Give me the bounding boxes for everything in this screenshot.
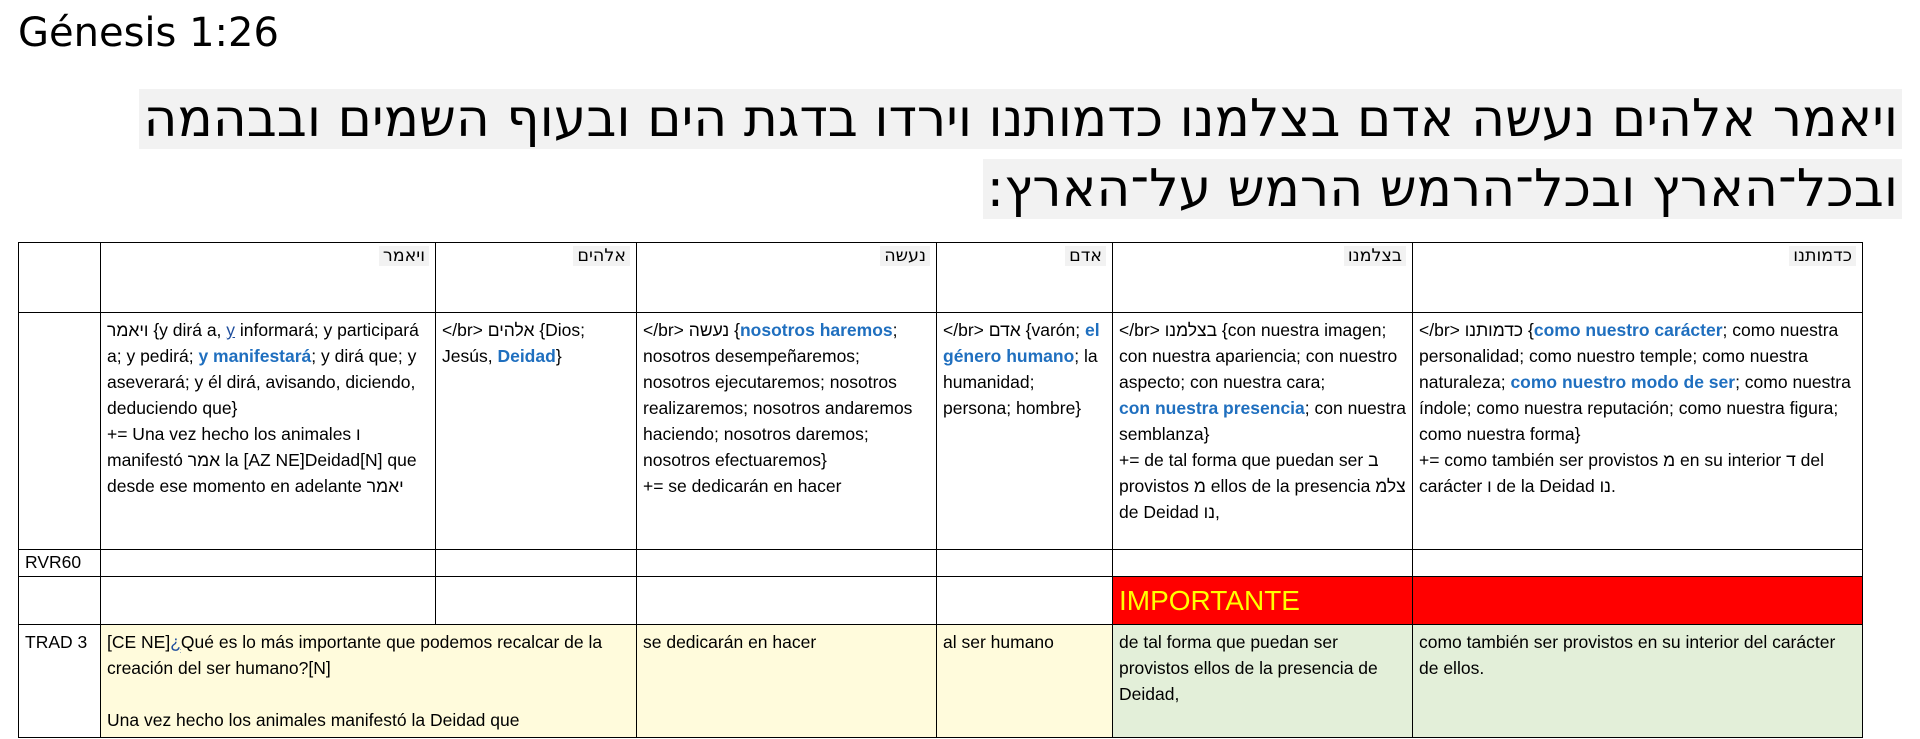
rvr60-cell-5 xyxy=(1113,550,1413,577)
header-empty-cell xyxy=(19,243,101,313)
trad3-cell-6: como también ser provistos en su interior del carácter de ellos. xyxy=(1413,625,1863,738)
header-word-2: אלהים xyxy=(436,243,637,313)
gloss-cell-4: </br> אדם {varón; el género humano; la humanidad; persona; hombre} xyxy=(937,313,1113,550)
gloss-row xyxy=(19,313,1863,550)
interlinear-table xyxy=(18,242,1863,738)
rvr60-label: RVR60 xyxy=(19,550,101,577)
rvr60-cell-4 xyxy=(937,550,1113,577)
page-title: Génesis 1:26 xyxy=(18,10,279,56)
rvr60-cell-1 xyxy=(101,550,436,577)
gloss-cell-1: ויאמר {y dirá a, y informará; y participará a; y pedirá; y manifestará; y dirá que; y aseverará; y él dirá, avisando, diciendo, deduciendo que} += Una vez hecho los animales ו manifestó אמר la [AZ NE]Deidad[N] que desde ese momento en adelante יאמר xyxy=(101,313,436,550)
important-fill xyxy=(1413,577,1863,625)
header-word-6: כדמותנו xyxy=(1413,243,1863,313)
gloss-cell-5: </br> בצלמנו {con nuestra imagen; con nuestra apariencia; con nuestro aspecto; con nuestra cara; con nuestra presencia; con nuestra semblanza} += de tal forma que puedan ser ב provistos מ ellos de la presencia צלמ de Deidad נו, xyxy=(1113,313,1413,550)
gloss-cell-2: </br> אלהים {Dios; Jesús, Deidad} xyxy=(436,313,637,550)
important-empty-2 xyxy=(436,577,637,625)
trad3-cell-4: al ser humano xyxy=(937,625,1113,738)
hebrew-verse xyxy=(0,84,1902,224)
trad3-cell-3: se dedicarán en hacer xyxy=(637,625,937,738)
verse-line-2: ובכל־הארץ ובכל־הרמש הרמש על־הארץ: xyxy=(0,154,1902,224)
header-row xyxy=(19,243,1863,313)
important-empty-4 xyxy=(937,577,1113,625)
header-word-4: אדם xyxy=(937,243,1113,313)
rvr60-cell-6 xyxy=(1413,550,1863,577)
trad3-cell-1: [CE NE]¿Qué es lo más importante que podemos recalcar de la creación del ser humano?[N] Una vez hecho los animales manifestó la Deidad que xyxy=(101,625,637,738)
trad3-row xyxy=(19,625,1863,738)
gloss-label-cell xyxy=(19,313,101,550)
header-word-1: ויאמר xyxy=(101,243,436,313)
important-row xyxy=(19,577,1863,625)
header-word-3: נעשה xyxy=(637,243,937,313)
gloss-cell-6: </br> כדמותנו {como nuestro carácter; como nuestra personalidad; como nuestro temple; como nuestra naturaleza; como nuestro modo de ser; como nuestra índole; como nuestra reputación; como nuestra figura; como nuestra forma} += como también ser provistos מ en su interior ד del carácter ו de la Deidad נו. xyxy=(1413,313,1863,550)
important-empty-3 xyxy=(637,577,937,625)
rvr60-cell-2 xyxy=(436,550,637,577)
important-badge: IMPORTANTE xyxy=(1113,577,1413,625)
trad3-cell-5: de tal forma que puedan ser provistos ellos de la presencia de Deidad, xyxy=(1113,625,1413,738)
gloss-cell-3: </br> נעשה {nosotros haremos; nosotros desempeñaremos; nosotros ejecutaremos; nosotros realizaremos; nosotros andaremos haciendo; nosotros daremos; nosotros efectuaremos} += se dedicarán en hacer xyxy=(637,313,937,550)
rvr60-row xyxy=(19,550,1863,577)
verse-line-1: ויאמר אלהים נעשה אדם בצלמנו כדמותנו וירדו בדגת הים ובעוף השמים ובבהמה xyxy=(0,84,1902,154)
important-empty-0 xyxy=(19,577,101,625)
trad3-label: TRAD 3 xyxy=(19,625,101,738)
header-word-5: בצלמנו xyxy=(1113,243,1413,313)
important-empty-1 xyxy=(101,577,436,625)
rvr60-cell-3 xyxy=(637,550,937,577)
